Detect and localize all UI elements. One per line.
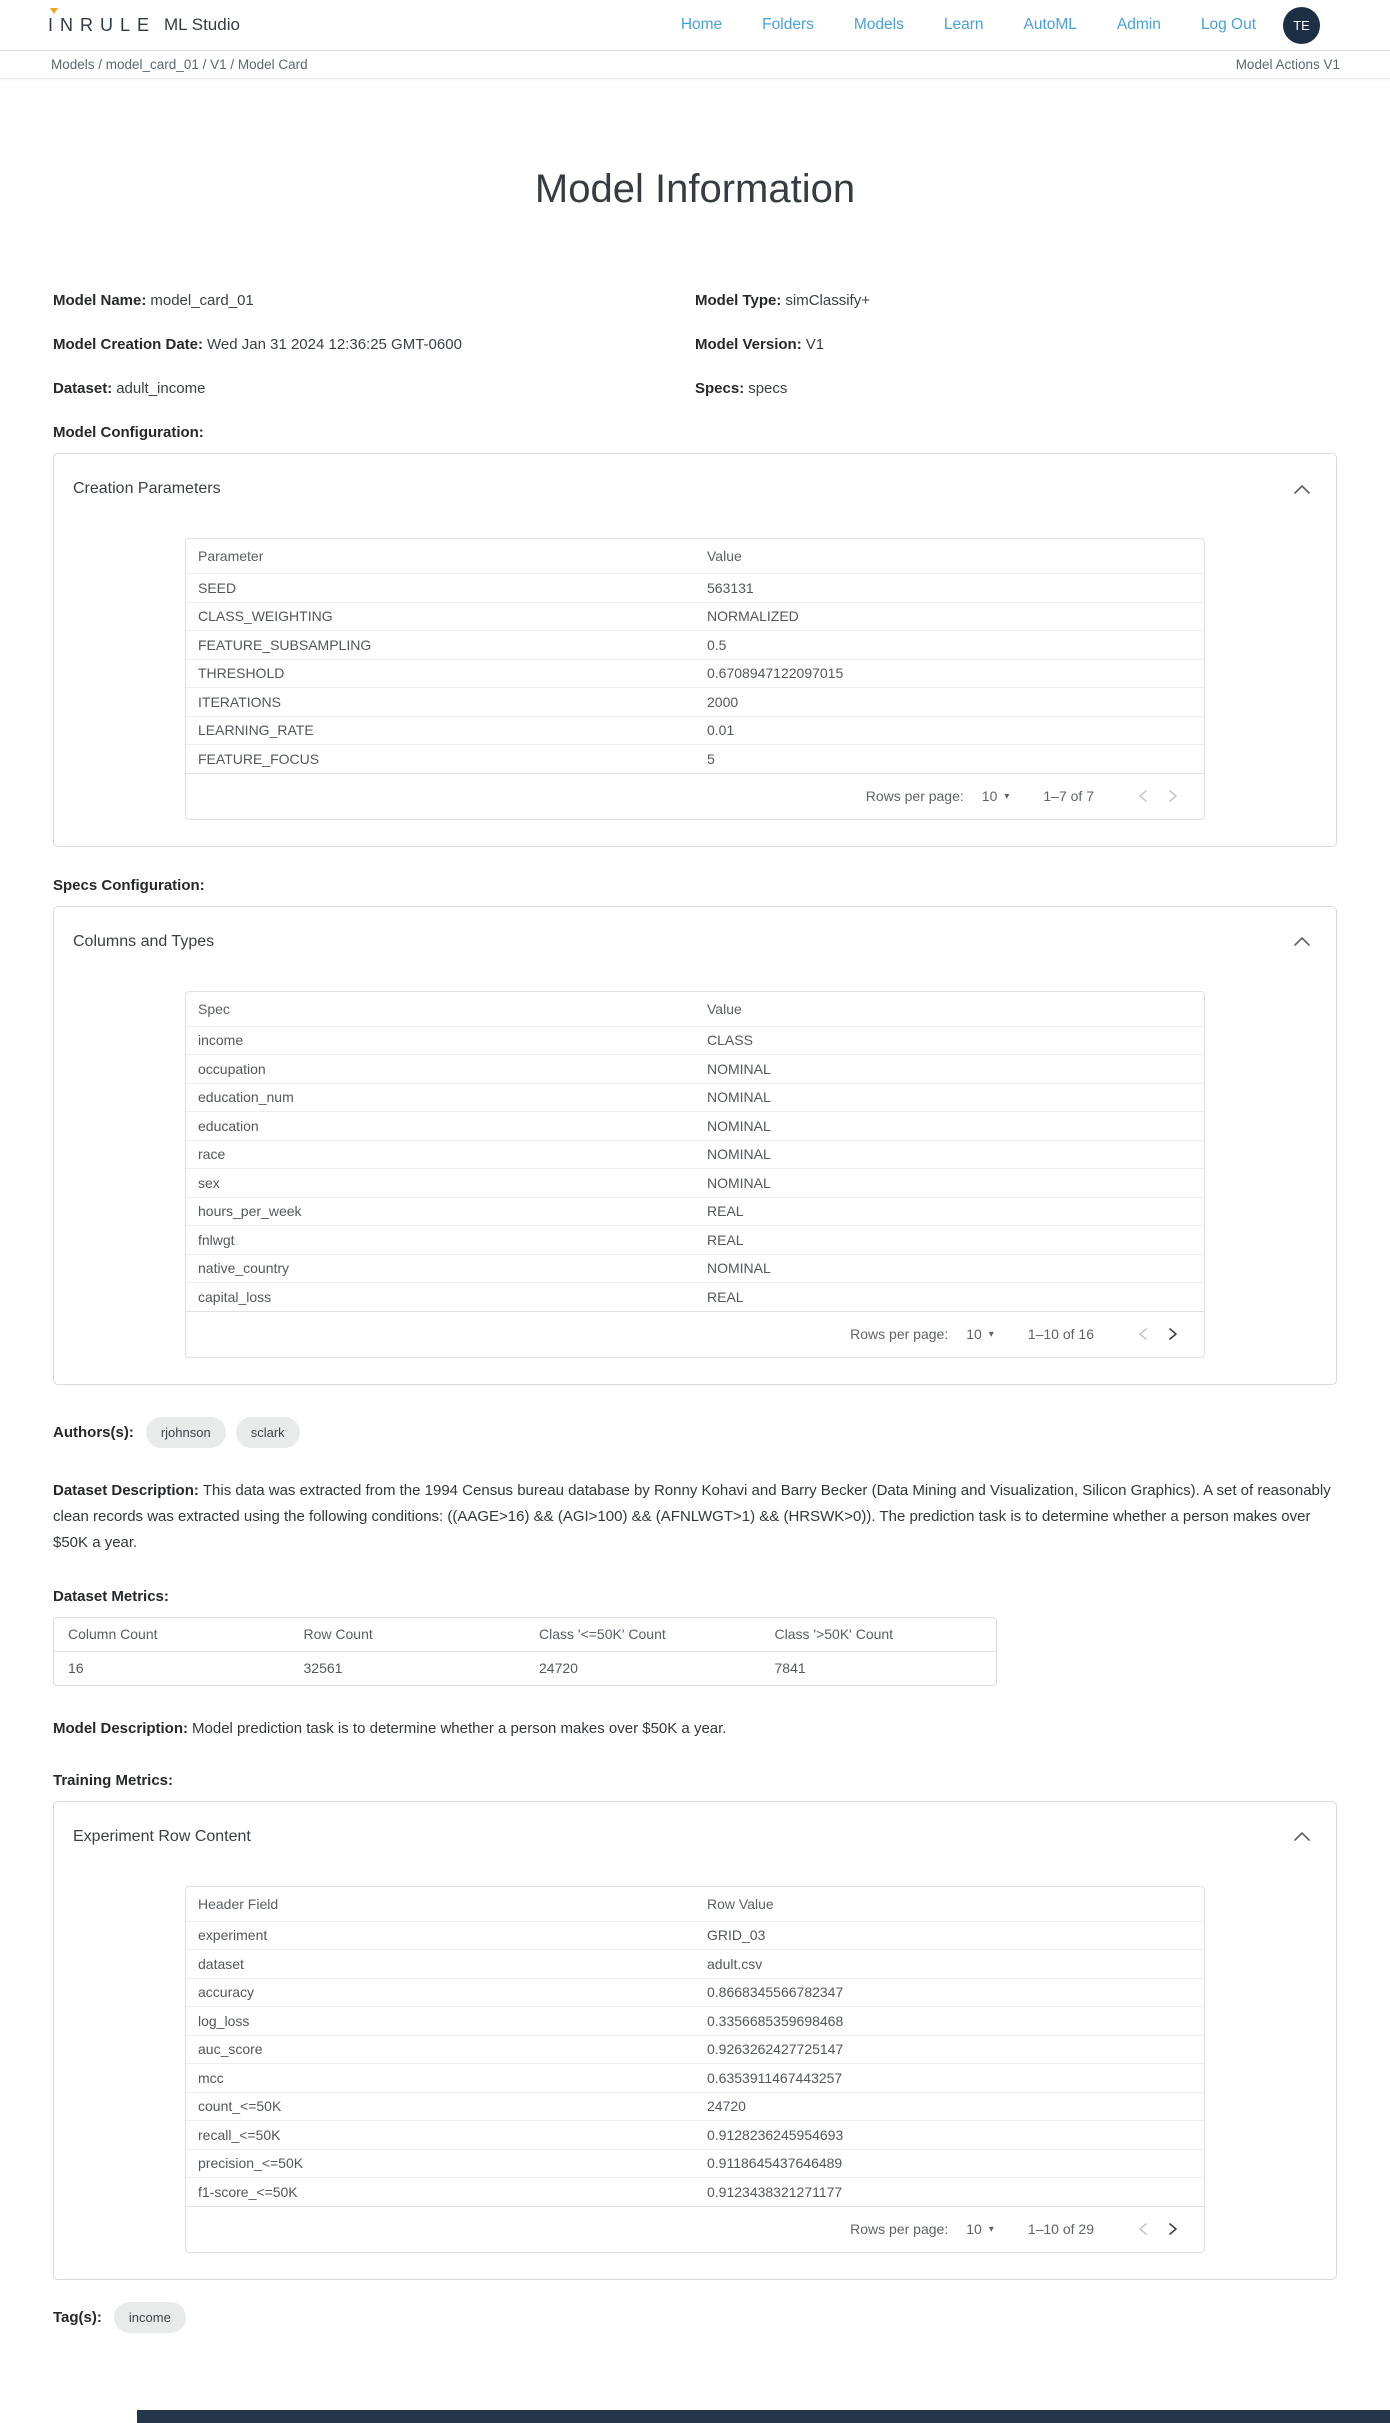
value-cell: NOMINAL [707, 1060, 771, 1077]
value-cell: REAL [707, 1203, 744, 1220]
next-page-button[interactable] [1158, 781, 1188, 811]
authors-label: Authors(s): [53, 1423, 134, 1441]
metadata-label: Dataset: [53, 380, 113, 397]
table-row [186, 2063, 1204, 2092]
training-metrics-label: Training Metrics: [53, 1771, 174, 1789]
tags-label: Tag(s): [53, 2308, 102, 2326]
value-cell: 0.3356685359698468 [707, 2012, 844, 2029]
table-row [186, 1054, 1204, 1083]
card-title: Creation Parameters [73, 480, 221, 497]
param-cell: ITERATIONS [198, 693, 281, 710]
param-cell: FEATURE_SUBSAMPLING [198, 636, 372, 653]
metadata-value: adult_income [116, 380, 206, 397]
param-cell: THRESHOLD [198, 665, 285, 682]
table-row [186, 1026, 1204, 1055]
spec-cell: fnlwgt [198, 1231, 235, 1248]
value-cell: 563131 [707, 579, 754, 596]
table-row [186, 1254, 1204, 1283]
metadata-label: Specs: [695, 380, 745, 397]
breadcrumb-bar [0, 51, 1390, 79]
nav-link-home[interactable]: Home [680, 16, 723, 33]
collapse-chevron-up-icon[interactable] [1294, 1832, 1310, 1841]
table-pagination [186, 773, 1204, 819]
table-row [186, 1225, 1204, 1254]
value-cell: 0.01 [707, 722, 735, 739]
pagination-range: 1–10 of 29 [1027, 2221, 1094, 2237]
value-cell: NOMINAL [707, 1117, 771, 1134]
model-configuration-label: Model Configuration: [53, 424, 204, 441]
metadata-row [53, 336, 1337, 353]
metadata-label: Model Version: [695, 336, 802, 353]
value-cell: 24720 [707, 2098, 746, 2115]
authors-section [53, 1417, 1337, 1448]
table-row [186, 2006, 1204, 2035]
metadata-row [53, 380, 1337, 397]
value-cell: 0.6708947122097015 [707, 665, 844, 682]
table-pagination [186, 1311, 1204, 1357]
value-cell: 0.9263262427725147 [707, 2041, 844, 2058]
metadata-label: Model Name: [53, 292, 147, 309]
table-row [186, 744, 1204, 773]
field-cell: recall_<=50K [198, 2126, 281, 2143]
value-cell: NOMINAL [707, 1089, 771, 1106]
spec-cell: capital_loss [198, 1288, 272, 1305]
metadata-value: model_card_01 [150, 292, 254, 309]
main-content [0, 167, 1390, 2423]
nav-link-automl[interactable]: AutoML [1023, 16, 1077, 33]
spec-cell: education_num [198, 1089, 294, 1106]
param-cell: FEATURE_FOCUS [198, 750, 320, 767]
column-header: Column Count [68, 1626, 158, 1642]
value-cell: 0.9128236245954693 [707, 2126, 844, 2143]
spec-cell: native_country [198, 1260, 290, 1277]
param-cell: SEED [198, 579, 237, 596]
product-name: ML Studio [164, 15, 240, 34]
table-row [186, 716, 1204, 745]
dataset-description-label: Dataset Description: [53, 1481, 199, 1499]
metadata-value: V1 [805, 336, 825, 353]
table-row [186, 1083, 1204, 1112]
field-cell: mcc [198, 2069, 224, 2086]
spec-cell: race [198, 1146, 226, 1163]
column-header: Value [707, 548, 742, 564]
value-cell: NOMINAL [707, 1146, 771, 1163]
metadata-label: Model Creation Date: [53, 336, 204, 353]
field-cell: experiment [198, 1927, 268, 1944]
value-cell: NOMINAL [707, 1174, 771, 1191]
column-header: Class '<=50K' Count [539, 1626, 666, 1642]
table-row [186, 1978, 1204, 2007]
previous-page-button[interactable] [1128, 2214, 1158, 2244]
card-title: Columns and Types [73, 932, 215, 950]
next-page-button[interactable] [1158, 1319, 1188, 1349]
rows-per-page-label: Rows per page: [850, 2221, 949, 2237]
logo-triangle-icon [50, 8, 58, 14]
column-header: Row Value [707, 1895, 774, 1912]
rows-per-page-label: Rows per page: [850, 1326, 949, 1342]
column-header: Class '>50K' Count [774, 1626, 894, 1642]
column-header: Spec [198, 1000, 230, 1017]
nav-link-folders[interactable]: Folders [762, 16, 814, 33]
metric-value-cell: 24720 [539, 1660, 578, 1676]
collapse-chevron-up-icon[interactable] [1294, 485, 1310, 494]
pagination-range: 1–7 of 7 [1043, 788, 1094, 804]
value-cell: 5 [707, 750, 715, 767]
user-avatar[interactable]: TE [1283, 7, 1320, 44]
column-header: Parameter [198, 548, 264, 564]
experiment-row-content-card [53, 1801, 1337, 2280]
table-row [186, 1949, 1204, 1978]
metric-value-cell: 16 [68, 1660, 84, 1676]
logo-text: INRULE [48, 14, 157, 35]
caret-down-icon: ▾ [1004, 790, 1010, 802]
table-row [186, 687, 1204, 716]
rows-per-page-select[interactable]: 10 ▾ [981, 788, 1010, 804]
table-row [186, 630, 1204, 659]
author-chip: sclark [236, 1417, 300, 1448]
value-cell: 0.8668345566782347 [707, 1984, 844, 2001]
field-cell: dataset [198, 1955, 244, 1972]
table-row [186, 2177, 1204, 2206]
value-cell: adult.csv [707, 1955, 763, 1972]
tags-section [53, 2302, 1337, 2333]
column-header: Row Count [303, 1626, 373, 1642]
table-row [186, 659, 1204, 688]
spec-cell: income [198, 1032, 244, 1049]
table-row [186, 1282, 1204, 1311]
value-cell: 2000 [707, 693, 739, 710]
footer-bar [137, 2410, 1390, 2423]
previous-page-button[interactable] [1128, 781, 1158, 811]
creation-parameters-card [53, 453, 1337, 847]
author-chip: rjohnson [146, 1417, 226, 1448]
pagination-range: 1–10 of 16 [1027, 1326, 1094, 1342]
rows-per-page-label: Rows per page: [865, 788, 964, 804]
table-row [186, 602, 1204, 631]
model-description [53, 1716, 1337, 1742]
nav-right [681, 7, 1320, 44]
model-description-label: Model Description: [53, 1719, 189, 1737]
specs-configuration-label: Specs Configuration: [53, 876, 205, 894]
value-cell: REAL [707, 1231, 744, 1248]
nav-link-learn[interactable]: Learn [943, 16, 984, 33]
column-header: Value [707, 1000, 742, 1017]
dataset-description-text: This data was extracted from the 1994 Census bureau database by Ronny Kohavi and Barry Becker (Data Mining and Visualization, Silicon Graphics). A set of reasonably clean records was extracted using the following conditions: ((AAGE>16) && (AGI>100) && (AFNLWGT>1) && (HRSWK>0)). The prediction task is to determine whether a person makes over $50K a year. [53, 1481, 1331, 1551]
table-row [186, 1140, 1204, 1169]
nav-link-models[interactable]: Models [853, 16, 904, 33]
dataset-description [53, 1478, 1337, 1556]
card-title: Experiment Row Content [73, 1827, 251, 1845]
column-header: Header Field [198, 1895, 279, 1912]
field-cell: precision_<=50K [198, 2155, 304, 2172]
value-cell: 0.6353911467443257 [707, 2069, 843, 2086]
metadata-value: specs [748, 380, 788, 397]
value-cell: CLASS [707, 1032, 753, 1049]
field-cell: f1-score_<=50K [198, 2183, 298, 2200]
value-cell: GRID_03 [707, 1927, 766, 1944]
experiment-metrics-table [185, 1886, 1205, 2253]
metric-value-cell: 7841 [774, 1660, 806, 1676]
value-cell: 0.9118645437646489 [707, 2155, 843, 2172]
columns-and-types-table [185, 991, 1205, 1358]
nav-link-admin[interactable]: Admin [1116, 16, 1161, 33]
table-row [186, 2120, 1204, 2149]
metadata-label: Model Type: [695, 292, 782, 309]
breadcrumb[interactable]: Models / model_card_01 / V1 / Model Card [51, 57, 308, 72]
table-row [186, 1197, 1204, 1226]
nav-links [681, 16, 1256, 34]
model-actions-button[interactable]: Model Actions V1 [1235, 57, 1340, 72]
creation-parameters-table [185, 538, 1205, 820]
param-cell: LEARNING_RATE [198, 722, 314, 739]
table-row [186, 2092, 1204, 2121]
field-cell: log_loss [198, 2012, 250, 2029]
previous-page-button[interactable] [1128, 1319, 1158, 1349]
table-row [186, 1168, 1204, 1197]
value-cell: 0.5 [707, 636, 727, 653]
spec-cell: occupation [198, 1060, 266, 1077]
model-metadata [53, 292, 1337, 397]
value-cell: 0.9123438321271177 [707, 2183, 843, 2200]
param-cell: CLASS_WEIGHTING [198, 608, 333, 625]
spec-cell: sex [198, 1174, 220, 1191]
table-row [186, 573, 1204, 602]
metadata-row [53, 292, 1337, 309]
rows-per-page-select[interactable]: 10 ▾ [966, 1326, 994, 1342]
model-description-text: Model prediction task is to determine whether a person makes over $50K a year. [192, 1719, 727, 1737]
dataset-metrics-table [53, 1617, 997, 1686]
metadata-value: Wed Jan 31 2024 12:36:25 GMT-0600 [207, 336, 462, 353]
caret-down-icon: ▾ [988, 2223, 994, 2235]
table-row [186, 1921, 1204, 1950]
top-nav-bar [0, 0, 1390, 51]
next-page-button[interactable] [1158, 2214, 1188, 2244]
table-row [186, 2149, 1204, 2178]
value-cell: REAL [707, 1288, 744, 1305]
table-row [186, 1111, 1204, 1140]
columns-and-types-card [53, 906, 1337, 1385]
metadata-value: simClassify+ [785, 292, 870, 309]
field-cell: accuracy [198, 1984, 255, 2001]
table-pagination [186, 2206, 1204, 2252]
spec-cell: hours_per_week [198, 1203, 302, 1220]
tag-chip: income [114, 2302, 186, 2333]
dataset-metrics-label: Dataset Metrics: [53, 1587, 169, 1605]
spec-cell: education [198, 1117, 259, 1134]
table-row [186, 2035, 1204, 2064]
nav-link-logout[interactable]: Log Out [1200, 16, 1256, 33]
field-cell: count_<=50K [198, 2098, 282, 2115]
brand[interactable] [48, 15, 240, 36]
inrule-logo [48, 15, 156, 36]
metric-value-cell: 32561 [303, 1660, 343, 1676]
value-cell: NORMALIZED [707, 608, 799, 625]
field-cell: auc_score [198, 2041, 263, 2058]
caret-down-icon: ▾ [988, 1328, 994, 1340]
value-cell: NOMINAL [707, 1260, 771, 1277]
rows-per-page-select[interactable]: 10 ▾ [966, 2221, 994, 2237]
page-title: Model Information [534, 167, 856, 211]
collapse-chevron-up-icon[interactable] [1294, 937, 1310, 946]
